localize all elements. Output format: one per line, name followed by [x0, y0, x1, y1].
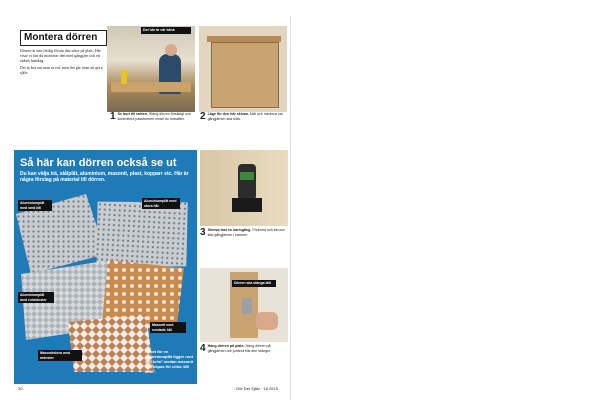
- sample-label: Masonitskiva med mönster: [38, 350, 82, 361]
- panel-subheading: Du kan välja trä, stålplåt, aluminium, masonit, plast, kopparr etc. Här är några förslag på material till dörren.: [20, 171, 189, 183]
- hand: [256, 312, 278, 330]
- page-footer-right: Gör Det Själv · 18 2015: [236, 386, 278, 391]
- sample-masonite-lattice: [68, 314, 154, 372]
- step-caption-text: Stäng dörren försiktigt och kontrollera passformen innan du fortsätter.: [117, 112, 191, 121]
- panel-heading: Så här kan dörren också se ut: [20, 157, 177, 169]
- photo-tag: Dörren ska stänga tätt: [232, 280, 276, 287]
- step-3-caption: [200, 228, 286, 237]
- drill-battery: [232, 198, 262, 212]
- intro-paragraph: Det är bra om man är två, men det går även att göra själv.: [20, 65, 103, 75]
- step-number: 2: [200, 111, 206, 122]
- sample-label: Aluminiumplåt med stora hål: [142, 198, 180, 209]
- step-caption-bold: Läge för den här skivan.: [207, 112, 249, 116]
- step-caption-bold: Häng dörren på plats.: [207, 344, 245, 348]
- step-caption-text: Mät och markera var gångjärnen ska sitta.: [207, 112, 283, 121]
- page-number-left: 20: [18, 386, 23, 391]
- sample-label: Aluminiumplåt med rutmönster: [18, 292, 54, 303]
- step-1-caption: [110, 112, 196, 121]
- photo-drill: [200, 150, 288, 226]
- step-caption-text: Förborra och skruva fast gångjärnen i karmen.: [207, 228, 285, 237]
- photo-tag: Det här är vår bänk: [141, 27, 191, 34]
- intro-paragraph: Dörren är inte färdig förrän den sitter på plats. Här visar vi hur du monterar den med gångjärn och ett enkelt handtag.: [20, 48, 101, 63]
- step-2-caption: [200, 112, 286, 121]
- sample-label: Masonit med rundade hål: [150, 322, 186, 333]
- step-number: 4: [200, 343, 206, 354]
- step-number: 1: [110, 111, 116, 122]
- step-number: 3: [200, 227, 206, 238]
- photo-door-panel: [199, 26, 287, 112]
- sample-label: Aluminiumplåt med små hål: [18, 200, 52, 211]
- panel-frame: [207, 36, 281, 42]
- person-head: [165, 44, 177, 56]
- clamp: [121, 70, 127, 84]
- page-divider: [290, 16, 291, 400]
- material-samples: [16, 194, 196, 372]
- step-caption-bold: Se bort till ramen,: [117, 112, 148, 116]
- photo-workbench: [107, 26, 195, 112]
- price-note: Priset för en aluminiumplåt ligger runt 300 kr/m² medan masonit kan köpas för cirka 400 kr/m².: [145, 349, 194, 374]
- drill-body: [238, 164, 256, 200]
- hinge: [242, 298, 252, 314]
- article-title: Montera dörren: [20, 30, 107, 46]
- step-caption-text: Häng dörren på gångjärnen och justera tills den stänger.: [207, 344, 272, 353]
- step-4-caption: [200, 344, 286, 353]
- intro-text: [20, 48, 104, 77]
- drill-accent: [240, 172, 254, 180]
- step-caption-bold: Skruva fast en karmgång.: [207, 228, 252, 232]
- panel-board: [211, 42, 279, 108]
